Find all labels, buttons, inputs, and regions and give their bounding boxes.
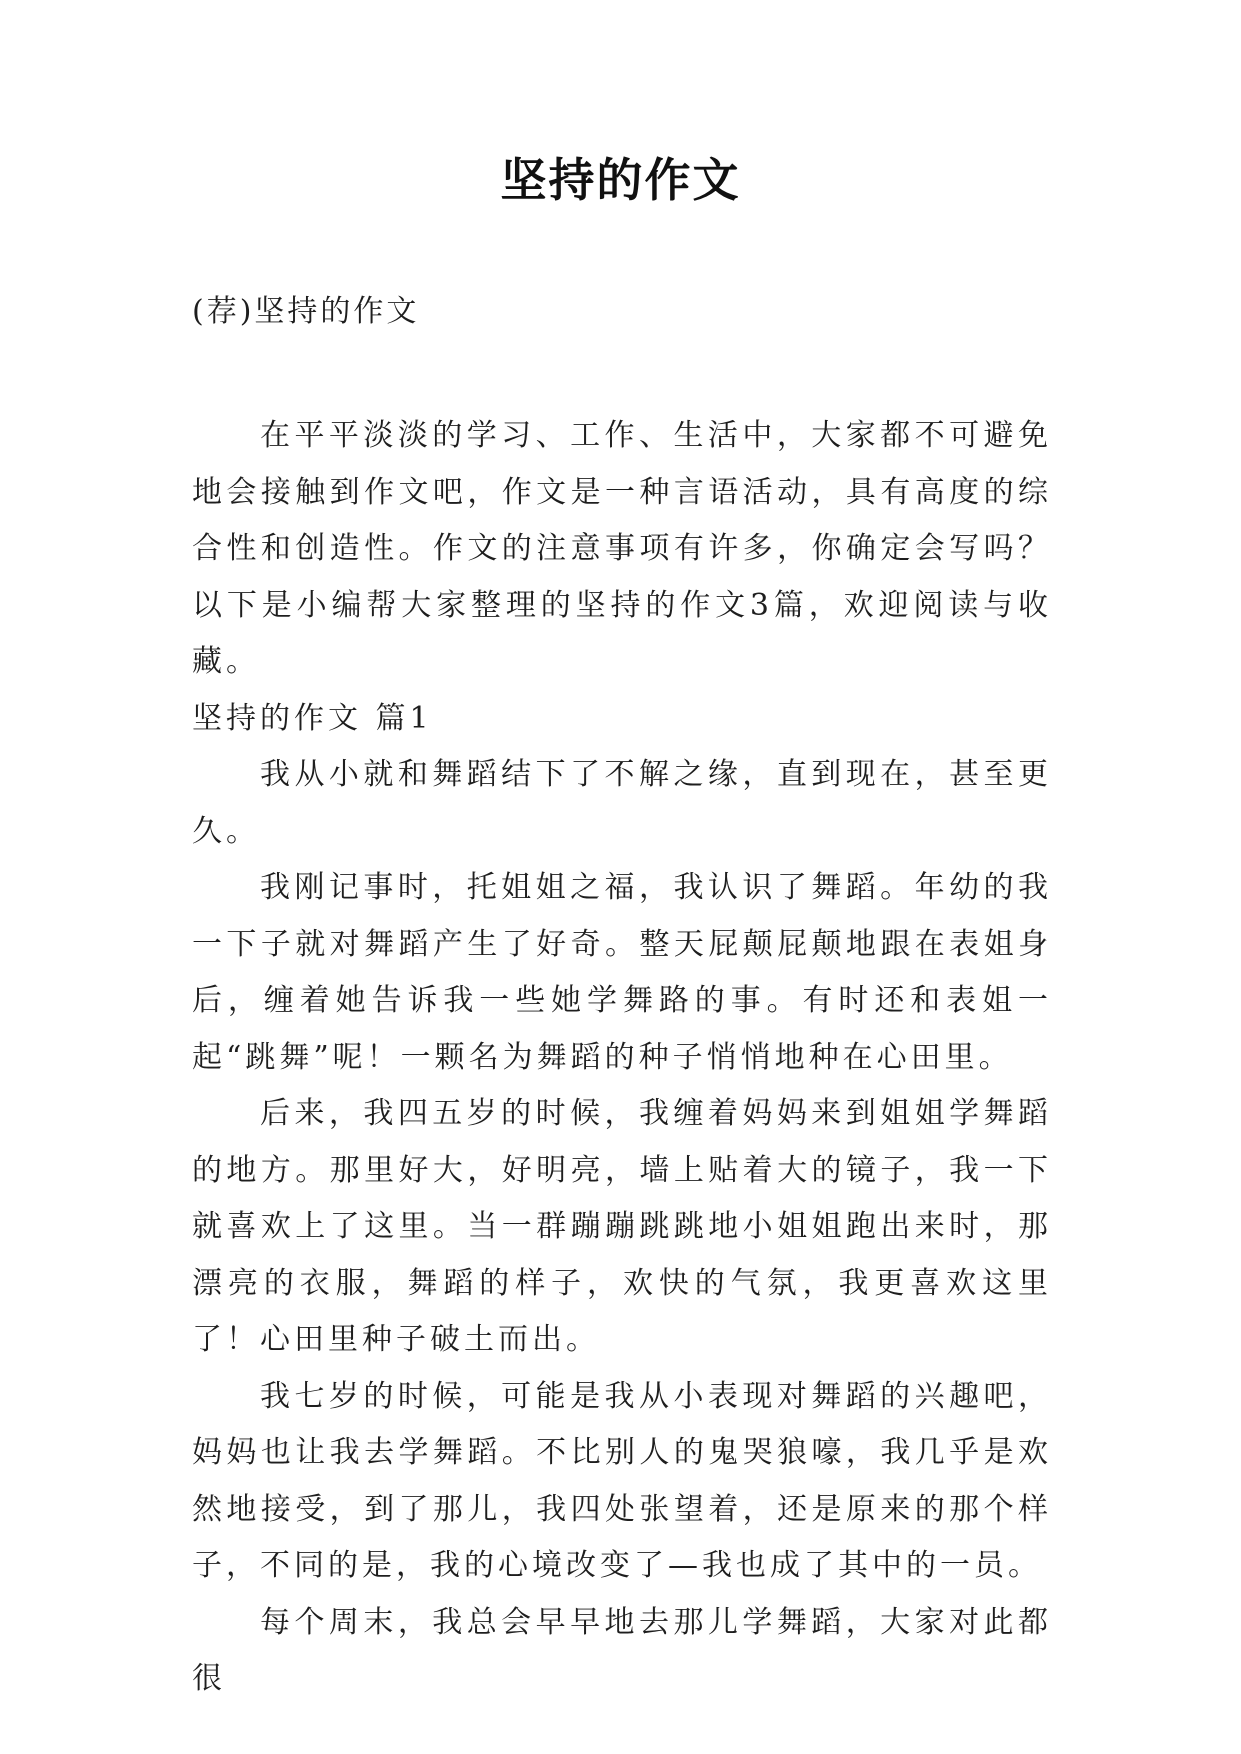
body-paragraph: 我刚记事时，托姐姐之福，我认识了舞蹈。年幼的我一下子就对舞蹈产生了好奇。整天屁颠屁颠地跟在表姐身后，缠着她告诉我一些她学舞路的事。有时还和表姐一起“跳舞”呢！一颗名为舞蹈的种子悄悄地种在心田里。 <box>192 870 1052 1075</box>
body-paragraph: 我七岁的时候，可能是我从小表现对舞蹈的兴趣吧，妈妈也让我去学舞蹈。不比别人的鬼哭狼嚎，我几乎是欢然地接受，到了那儿，我四处张望着，还是原来的那个样子，不同的是，我的心境改变了—我也成了其中的一员。 <box>192 1378 1052 1583</box>
document-subtitle: (荐)坚持的作文 <box>192 294 420 329</box>
document-body <box>192 408 1052 1708</box>
body-paragraph: 我从小就和舞蹈结下了不解之缘，直到现在，甚至更久。 <box>192 757 1052 849</box>
section-heading: 坚持的作文 篇1 <box>192 700 433 736</box>
document-title: 坚持的作文 <box>500 153 741 207</box>
body-paragraph: 每个周末，我总会早早地去那儿学舞蹈，大家对此都很 <box>192 1604 1052 1696</box>
body-paragraph: 后来，我四五岁的时候，我缠着妈妈来到姐姐学舞蹈的地方。那里好大，好明亮，墙上贴着大的镜子，我一下就喜欢上了这里。当一群蹦蹦跳跳地小姐姐跑出来时，那漂亮的衣服，舞蹈的样子，欢快的气氛，我更喜欢这里了！心田里种子破土而出。 <box>192 1096 1052 1357</box>
intro-paragraph: 在平平淡淡的学习、工作、生活中，大家都不可避免地会接触到作文吧，作文是一种言语活动，具有高度的综合性和创造性。作文的注意事项有许多，你确定会写吗？以下是小编帮大家整理的坚持的作文3篇，欢迎阅读与收藏。 <box>192 418 1052 679</box>
